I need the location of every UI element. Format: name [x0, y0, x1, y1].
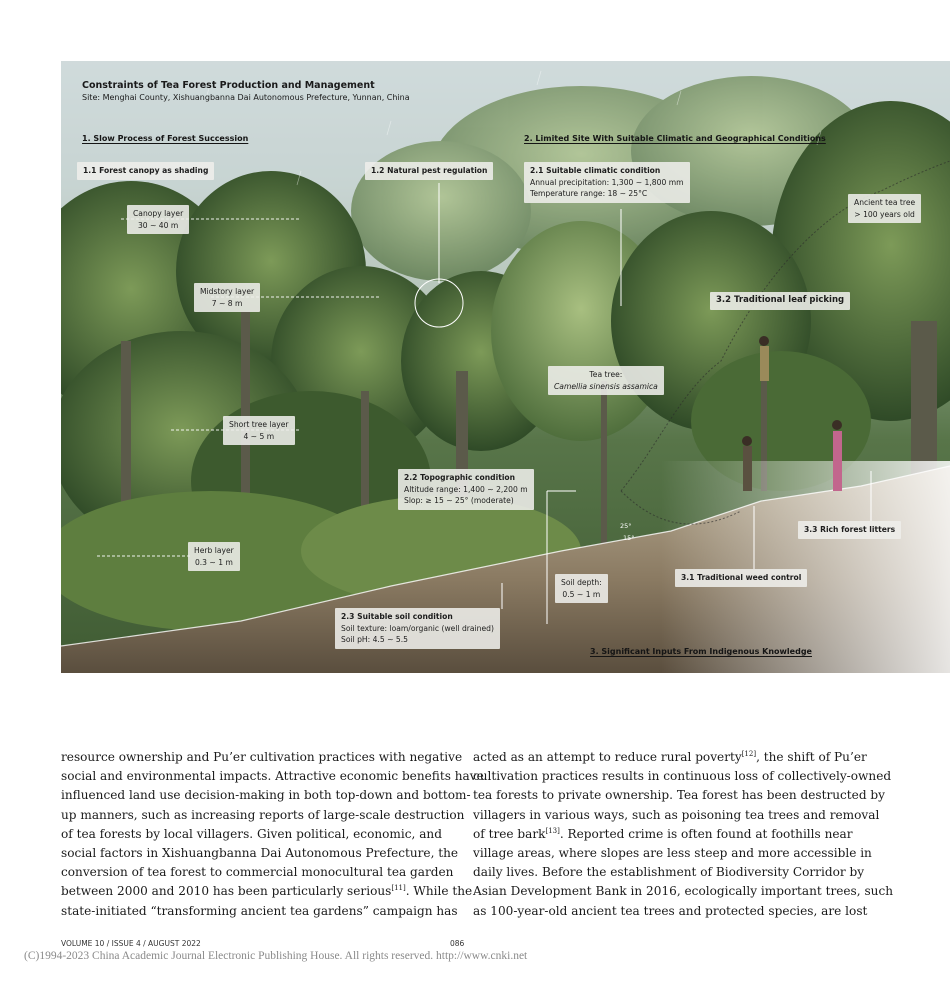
soil-ph: Soil pH: 4.5 ~ 5.5 [341, 635, 408, 644]
body-text-left-column [61, 748, 484, 921]
topographic-condition-label [398, 469, 534, 510]
page-number: 086 [450, 939, 465, 948]
ancient-tea-tree-label [848, 194, 921, 223]
label-1-1: 1.1 Forest canopy as shading [77, 162, 214, 180]
climate-condition-label [524, 162, 690, 203]
text-line: social factors in Xishuangbanna Dai Autonomous Prefecture, the [61, 846, 459, 861]
soil-depth-value: 0.5 ~ 1 m [562, 589, 601, 599]
forest-scene-graphic [61, 61, 950, 673]
soil-texture: Soil texture: loam/organic (well drained) [341, 623, 494, 633]
short-tree-layer-label [223, 416, 295, 445]
text-line-with-citation [61, 882, 473, 901]
text-line: cultivation practices results in continuous loss of collectively-owned [473, 769, 892, 784]
section-3-heading: 3. Significant Inputs From Indigenous Knowledge [590, 647, 812, 656]
journal-volume-info: VOLUME 10 / ISSUE 4 / AUGUST 2022 [61, 939, 201, 948]
section-1-heading: 1. Slow Process of Forest Succession [82, 134, 249, 143]
soil-condition-label [335, 608, 500, 649]
label-3-1: 3.1 Traditional weed control [675, 569, 807, 587]
topo-altitude: Altitude range: 1,400 ~ 2,200 m [404, 484, 528, 494]
text-line: Asian Development Bank in 2016, ecologically important trees, such [473, 884, 894, 899]
canopy-layer-height: 30 ~ 40 m [137, 220, 179, 230]
short-tree-layer-name: Short tree layer [229, 420, 289, 429]
canopy-layer-name: Canopy layer [133, 209, 184, 218]
figure-title: Constraints of Tea Forest Production and Management [82, 80, 375, 91]
section-2-heading: 2. Limited Site With Suitable Climatic and Geographical Conditions [524, 134, 826, 143]
midstory-layer-name: Midstory layer [200, 287, 255, 296]
canopy-layer-label [127, 205, 189, 234]
soil-depth-label [555, 574, 608, 603]
body-text-right-column [473, 748, 894, 921]
citation-ref: [13] [545, 826, 560, 835]
label-3-2: 3.2 Traditional leaf picking [710, 292, 850, 310]
text-line: conversion of tea forest to commercial monocultural tea garden [61, 865, 454, 880]
climate-precipitation: Annual precipitation: 1,300 ~ 1,800 mm [530, 177, 684, 187]
angle-15-label: 15° [623, 534, 635, 542]
text-line-with-citation [473, 825, 868, 844]
forest-illustration [61, 61, 950, 673]
text-line: resource ownership and Pu’er cultivation practices with negative [61, 750, 463, 764]
label-1-2: 1.2 Natural pest regulation [365, 162, 493, 180]
text-line: of tea forests by local villagers. Given political, economic, and [61, 826, 442, 841]
ancient-tree-name: Ancient tea tree [854, 198, 916, 207]
text-line: influenced land use decision-making in both top-down and bottom- [61, 788, 471, 803]
text-segment: , the shift of Pu’er [756, 750, 867, 764]
text-segment: acted as an attempt to reduce rural poverty [473, 750, 742, 764]
text-line: as 100-year-old ancient tea trees and protected species, are lost [473, 903, 868, 918]
text-line: daily lives. Before the establishment of Biodiversity Corridor by [473, 865, 865, 880]
topo-slope: Slop: ≥ 15 ~ 25° (moderate) [404, 496, 514, 505]
citation-ref: [12] [741, 749, 757, 758]
angle-25-label: 25° [620, 522, 632, 530]
figure-site: Site: Menghai County, Xishuangbanna Dai Autonomous Prefecture, Yunnan, China [82, 93, 410, 102]
soil-title: 2.3 Suitable soil condition [341, 612, 453, 621]
text-line: village areas, where slopes are less steep and more accessible in [473, 846, 872, 861]
herb-layer-height: 0.3 ~ 1 m [194, 557, 233, 567]
text-segment: . Reported crime is often found at foothills near [559, 826, 853, 841]
tea-tree-species: Camellia sinensis assamica [554, 381, 658, 391]
topo-title: 2.2 Topographic condition [404, 473, 516, 482]
label-3-3: 3.3 Rich forest litters [798, 521, 901, 539]
text-line: state-initiated “transforming ancient tea gardens” campaign has [61, 903, 458, 918]
text-segment: . While the [405, 884, 473, 899]
soil-depth-name: Soil depth: [561, 578, 602, 587]
herb-layer-name: Herb layer [194, 546, 234, 555]
climate-title: 2.1 Suitable climatic condition [530, 166, 661, 175]
text-line: tea forests to private ownership. Tea forest has been destructed by [473, 788, 885, 803]
short-tree-layer-height: 4 ~ 5 m [243, 431, 275, 441]
climate-temperature: Temperature range: 18 ~ 25°C [530, 189, 648, 198]
text-line: up manners, such as increasing reports of large-scale destruction [61, 807, 465, 822]
midstory-layer-label [194, 283, 260, 312]
tea-tree-name: Tea tree: [589, 370, 623, 379]
citation-ref: [11] [391, 884, 406, 893]
text-segment: between 2000 and 2010 has been particularly serious [61, 884, 392, 899]
text-line: villagers in various ways, such as poisoning tea trees and removal [473, 807, 880, 822]
herb-layer-label [188, 542, 240, 571]
midstory-layer-height: 7 ~ 8 m [211, 298, 243, 308]
text-line-with-citation [473, 748, 868, 767]
ancient-tree-age: > 100 years old [854, 209, 915, 219]
copyright-watermark: (C)1994-2023 China Academic Journal Electronic Publishing House. All rights reserved. http://www.cnki.net [24, 950, 528, 962]
tea-tree-label [548, 366, 664, 395]
text-line: social and environmental impacts. Attractive economic benefits have [61, 769, 484, 784]
text-segment: of tree bark [473, 826, 546, 841]
